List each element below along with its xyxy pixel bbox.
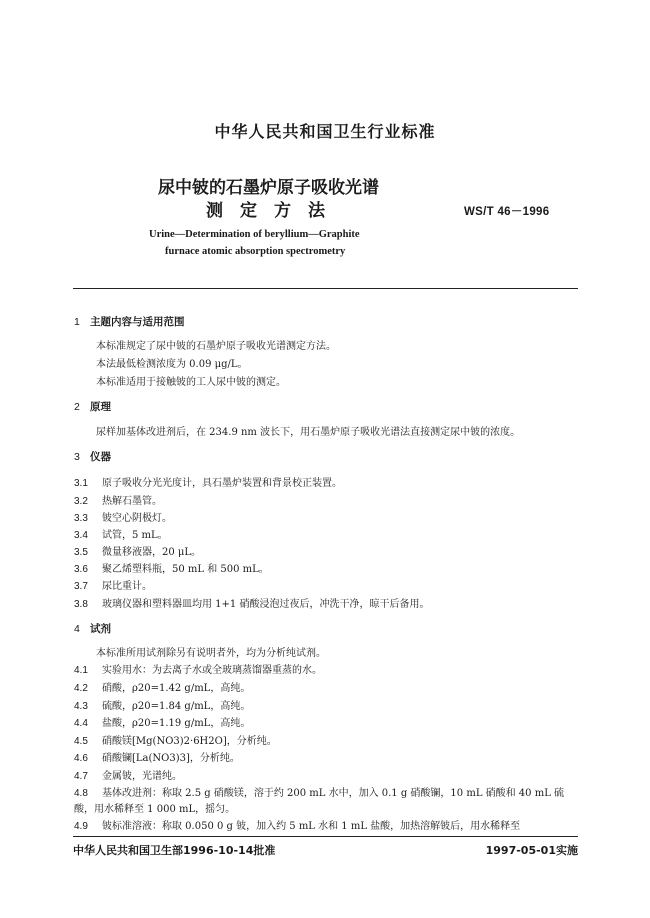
list-item: 3.6 聚乙烯塑料瓶，50 mL 和 500 mL。 (74, 564, 269, 575)
section-number: 2 (74, 401, 80, 413)
english-title-line-2: furnace atomic absorption spectrometry (165, 246, 346, 257)
section-number: 1 (74, 316, 80, 328)
list-item: 4.8 基体改进剂：称取 2.5 g 硝酸镁，溶于约 200 mL 水中，加入 0.1 g 硝酸镧，10 mL 硝酸和 40 mL 硫 (74, 788, 565, 799)
list-item: 3.1 原子吸收分光光度计，具石墨炉装置和背景校正装置。 (74, 478, 342, 489)
title-line-2: 测定方法 (206, 201, 342, 221)
list-item: 4.2 硝酸，ρ20=1.42 g/mL，高纯。 (74, 683, 251, 694)
header-divider (73, 288, 578, 289)
list-item-continuation: 酸，用水稀释至 1 000 mL，摇匀。 (74, 804, 236, 815)
english-title-line-1: Urine—Determination of beryllium—Graphite (149, 229, 360, 240)
section-3-heading (74, 449, 111, 464)
list-item: 4.3 硫酸，ρ20=1.84 g/mL，高纯。 (74, 701, 251, 712)
footer-divider (73, 836, 578, 837)
list-item: 3.4 试管，5 mL。 (74, 530, 168, 541)
standard-category: 中华人民共和国卫生行业标准 (214, 122, 436, 141)
list-item: 4.5 硝酸镁[Mg(NO3)2·6H2O]，分析纯。 (74, 736, 277, 747)
section-number: 4 (74, 623, 80, 635)
list-item: 4.7 金属铍，光谱纯。 (74, 771, 182, 782)
section-number: 3 (74, 451, 80, 463)
section-2-heading (74, 399, 111, 414)
paragraph: 本法最低检测浓度为 0.09 μg/L。 (96, 359, 248, 370)
section-title: 仪器 (90, 451, 111, 463)
list-item: 3.3 铍空心阴极灯。 (74, 513, 172, 524)
list-item: 3.2 热解石墨管。 (74, 496, 162, 507)
standard-code: WS/T 46－1996 (464, 206, 550, 218)
list-item: 3.7 尿比重计。 (74, 581, 152, 592)
paragraph: 本标准适用于接触铍的工人尿中铍的测定。 (96, 377, 286, 388)
approval-info: 中华人民共和国卫生部1996-10-14批准 (73, 844, 276, 857)
paragraph: 本标准所用试剂除另有说明者外，均为分析纯试剂。 (96, 648, 326, 659)
section-title: 试剂 (90, 623, 111, 635)
section-title: 原理 (90, 401, 111, 413)
list-item: 4.1 实验用水：为去离子水或全玻璃蒸馏器重蒸的水。 (74, 665, 322, 676)
list-item: 3.8 玻璃仪器和塑料器皿均用 1+1 硝酸浸泡过夜后，冲洗干净，晾干后备用。 (74, 599, 430, 610)
list-item: 3.5 微量移液器，20 μL。 (74, 547, 202, 558)
section-1-heading (74, 314, 185, 329)
list-item: 4.4 盐酸，ρ20=1.19 g/mL，高纯。 (74, 718, 251, 729)
paragraph: 尿样加基体改进剂后，在 234.9 nm 波长下，用石墨炉原子吸收光谱法直接测定尿中铍的浓度。 (96, 427, 521, 438)
paragraph: 本标准规定了尿中铍的石墨炉原子吸收光谱测定方法。 (96, 341, 336, 352)
implementation-date: 1997-05-01实施 (485, 844, 578, 857)
list-item: 4.6 硝酸镧[La(NO3)3]，分析纯。 (74, 753, 240, 764)
section-title: 主题内容与适用范围 (90, 316, 185, 328)
list-item: 4.9 铍标准溶液：称取 0.050 0 g 铍，加入约 5 mL 水和 1 mL 盐酸，加热溶解铍后，用水稀释至 (74, 821, 521, 832)
title-line-1: 尿中铍的石墨炉原子吸收光谱 (158, 178, 379, 198)
section-4-heading (74, 621, 111, 636)
